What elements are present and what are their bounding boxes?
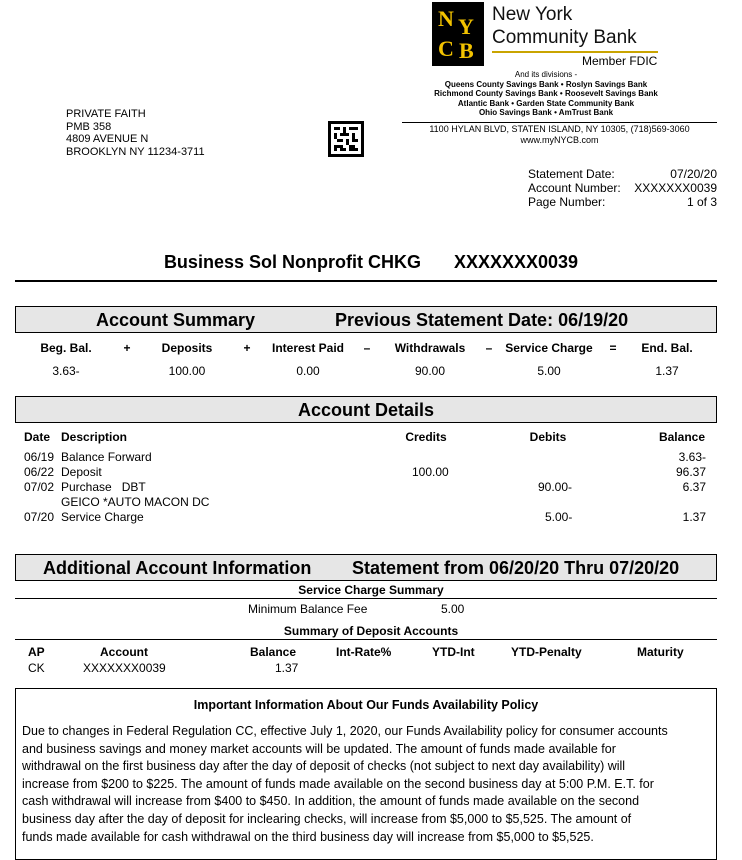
account-title [0,252,742,273]
divisions-header: And its divisions - [514,70,578,79]
account-number: XXXXXXX0039 [634,181,717,195]
summary-operator: – [363,341,371,355]
deposit-header-ytd-int: YTD-Int [432,645,475,659]
deposit-header-balance: Balance [250,645,297,659]
service-charge-summary-title: Service Charge Summary [298,583,444,597]
deposit-header-account: Account [100,645,148,659]
row-date: 06/22 [24,465,55,479]
row-balance: 3.63- [678,450,706,464]
account-title-number: XXXXXXX0039 [453,252,579,272]
additional-info-title: Additional Account Information [43,558,312,578]
row-description: Purchase DBT [61,480,146,494]
title-rule [15,280,717,282]
customer-name: PRIVATE FAITH [66,108,146,120]
bank-name [492,3,637,49]
funds-notice-line: funds made available for cash withdrawal on the third business day will increase from $5,000 to $5,525. [22,829,594,844]
table-row [24,495,706,511]
ending-balance: 1.37 [655,364,679,378]
row-credit: 100.00 [412,465,449,479]
minimum-balance-fee-label: Minimum Balance Fee [248,602,368,616]
funds-notice-line: cash withdrawal will increase from $400 to $450. In addition, the amount of funds made available on the second [22,794,640,809]
customer-address-line: BROOKLYN NY 11234-3711 [66,145,205,158]
division-line: Ohio Savings Bank • AmTrust Bank [478,108,614,117]
row-debit: 5.00- [545,510,573,524]
row-date: 07/02 [24,480,55,494]
row-balance: 96.37 [675,465,706,479]
summary-header: Deposits [161,341,213,355]
statement-date-label: Statement Date: [528,167,615,181]
interest-paid: 0.00 [296,364,320,378]
summary-value-row [15,364,717,380]
member-fdic: Member FDIC [582,54,658,68]
details-header-date: Date [24,430,51,444]
page-number-label: Page Number: [528,195,606,209]
funds-availability-notice [15,688,717,860]
summary-header-row [15,341,717,357]
table-row [24,510,706,526]
deposit-ap: CK [28,661,45,675]
bank-address-divider [402,122,717,123]
funds-notice-body [22,723,712,846]
customer-address-line: PMB 358 [66,120,112,133]
logo-letter-y: Y [458,14,474,39]
row-description: Balance Forward [61,450,152,464]
summary-header: Beg. Bal. [40,341,92,355]
funds-notice-line: business day after the day of deposit for inclearing checks, will increase from $5,000 to $5,525. The amount of [22,811,632,826]
account-summary-title: Account Summary [96,310,256,330]
summary-operator: – [485,341,493,355]
bank-name-line1: New York [492,4,573,25]
table-row [24,480,706,496]
deposit-account: XXXXXXX0039 [83,661,166,675]
minimum-balance-fee-value: 5.00 [441,602,465,616]
bank-website: www.myNYCB.com [520,135,599,145]
account-summary-bar [15,306,717,333]
summary-header: End. Bal. [641,341,693,355]
previous-statement-date: Previous Statement Date: 06/19/20 [335,310,629,330]
page-number: 1 of 3 [686,195,717,209]
summary-operator: + [243,341,251,355]
details-header-description: Description [61,430,128,444]
funds-notice-line: Due to changes in Federal Regulation CC, effective July 1, 2020, our Funds Availability policy for consumer accounts [22,724,668,738]
row-balance: 6.37 [682,480,706,494]
account-details-bar [15,396,717,423]
bank-street-address: 1100 HYLAN BLVD, STATEN ISLAND, NY 10305, (718)569-3060 [429,124,690,134]
additional-info-bar [15,554,717,581]
row-balance: 1.37 [682,510,706,524]
summary-header: Interest Paid [271,341,345,355]
statement-info [528,167,717,209]
logo-letter-b: B [459,38,474,63]
deposits-total: 100.00 [168,364,206,378]
division-line: Richmond County Savings Bank • Roosevelt Savings Bank [434,89,658,98]
summary-operator: = [609,341,617,355]
summary-header: Service Charge [505,341,593,355]
summary-operator: + [123,341,131,355]
table-row [24,450,706,466]
account-number-label: Account Number: [528,181,621,195]
statement-date: 07/20/20 [670,167,717,181]
division-line: Atlantic Bank • Garden State Community Bank [457,98,635,108]
row-description: Deposit [61,465,102,479]
row-description: GEICO *AUTO MACON DC [61,495,210,509]
details-header-credits: Credits [405,430,447,444]
row-date: 07/20 [24,510,55,524]
account-type: Business Sol Nonprofit CHKG [163,252,421,272]
deposit-summary-rule [15,639,717,640]
deposit-balance: 1.37 [275,661,299,675]
customer-address-line: 4809 AVENUE N [66,133,149,145]
bank-address [402,124,717,146]
logo-letter-c: C [438,36,454,61]
withdrawals-total: 90.00 [414,364,446,378]
summary-header: Withdrawals [394,341,466,355]
deposit-header-maturity: Maturity [637,645,684,659]
row-date: 06/19 [24,450,55,464]
table-row [24,465,706,481]
funds-notice-line: and business savings and money market accounts will be updated. The amount of funds made available for [22,741,616,756]
barcode-icon [328,121,364,157]
deposit-summary-title: Summary of Deposit Accounts [283,624,459,638]
service-charge-rule [15,598,717,599]
bank-name-line2: Community Bank [492,27,637,48]
statement-period: Statement from 06/20/20 Thru 07/20/20 [352,558,680,578]
funds-notice-title: Important Information About Our Funds Availability Policy [193,698,539,712]
funds-notice-line: withdrawal on the first business day after the day of deposit of checks (not subject to next day availability) will [22,759,626,774]
logo-letter-n: N [438,6,454,31]
bank-divisions [420,70,672,118]
customer-address [66,108,205,158]
beginning-balance: 3.63- [52,364,80,378]
service-charge-total: 5.00 [537,364,561,378]
account-details-title: Account Details [297,400,435,420]
deposit-header-int-rate: Int-Rate% [336,645,392,659]
funds-notice-line: increase from $200 to $225. The amount of funds made available on the second business day at 5:00 P.M. E.T. for [22,776,654,791]
bank-name-underline [492,51,658,53]
details-header-balance: Balance [658,430,705,444]
division-line: Queens County Savings Bank • Roslyn Savings Bank [444,79,648,89]
bank-logo [432,2,484,66]
deposit-header-ap: AP [28,645,45,659]
row-debit: 90.00- [538,480,573,494]
details-header-debits: Debits [529,430,567,444]
deposit-header-ytd-penalty: YTD-Penalty [511,645,582,659]
row-description: Service Charge [61,510,144,524]
